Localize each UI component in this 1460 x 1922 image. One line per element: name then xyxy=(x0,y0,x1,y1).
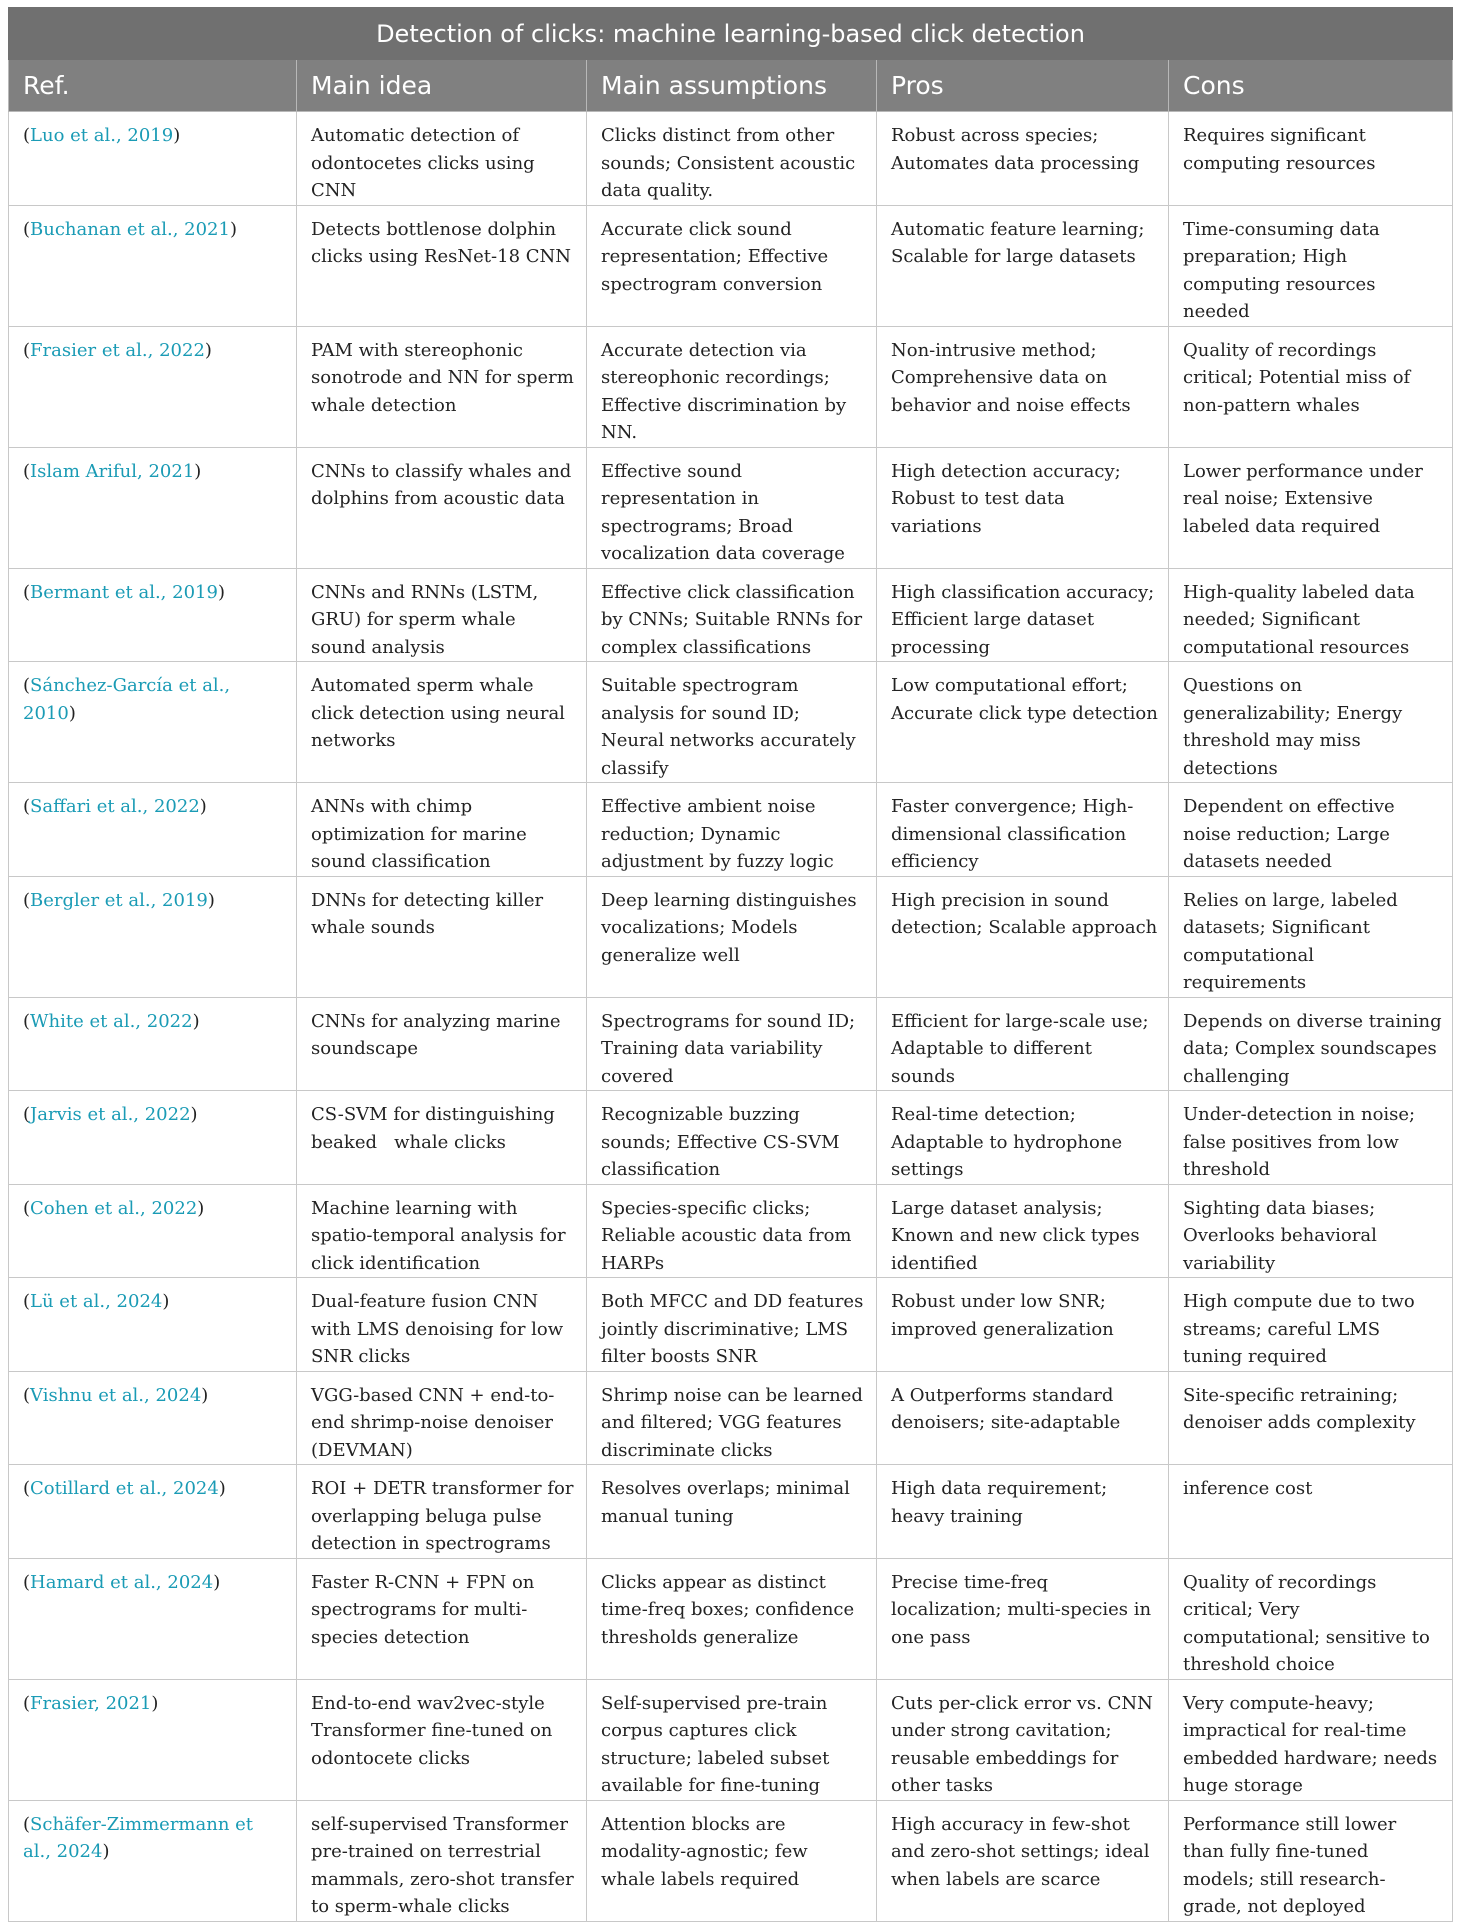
assumptions-cell: Clicks distinct from other sounds; Consistent acoustic data quality. xyxy=(587,112,877,206)
pros-cell: High data requirement; heavy training xyxy=(877,1465,1169,1559)
pros-cell: Robust under low SNR; improved generalization xyxy=(877,1278,1169,1372)
assumptions-cell: Deep learning distinguishes vocalizations; Models generalize well xyxy=(587,876,877,997)
pros-cell: Efficient for large-scale use; Adaptable to different sounds xyxy=(877,997,1169,1091)
ref-cell: (Sánchez-García et al., 2010) xyxy=(9,662,297,783)
ref-cell: (Luo et al., 2019) xyxy=(9,112,297,206)
assumptions-cell: Species-specific clicks; Reliable acoustic data from HARPs xyxy=(587,1184,877,1278)
citation-link[interactable]: Schäfer-Zimmermann et al., 2024 xyxy=(23,1813,254,1862)
header-main-idea: Main idea xyxy=(297,60,587,112)
citation-link[interactable]: Hamard et al., 2024 xyxy=(30,1571,214,1593)
ref-cell: (Frasier et al., 2022) xyxy=(9,326,297,447)
assumptions-cell: Suitable spectrogram analysis for sound ID; Neural networks accurately classify xyxy=(587,662,877,783)
main-idea-cell: Faster R-CNN + FPN on spectrograms for multi-species detection xyxy=(297,1558,587,1679)
ref-cell: (Cotillard et al., 2024) xyxy=(9,1465,297,1559)
ref-cell: (Frasier, 2021) xyxy=(9,1679,297,1800)
citation-link[interactable]: Frasier et al., 2022 xyxy=(30,339,205,361)
pros-cell: High accuracy in few-shot and zero-shot settings; ideal when labels are scarce xyxy=(877,1800,1169,1921)
ref-cell: (Bergler et al., 2019) xyxy=(9,876,297,997)
table-row xyxy=(9,1558,1453,1679)
citation-link[interactable]: Frasier, 2021 xyxy=(30,1692,152,1714)
cons-cell: Lower performance under real noise; Extensive labeled data required xyxy=(1169,447,1453,568)
pros-cell: High detection accuracy; Robust to test data variations xyxy=(877,447,1169,568)
assumptions-cell: Clicks appear as distinct time-freq boxes; confidence thresholds generalize xyxy=(587,1558,877,1679)
assumptions-cell: Self-supervised pre-train corpus captures click structure; labeled subset available for fine-tuning xyxy=(587,1679,877,1800)
ref-cell: (Vishnu et al., 2024) xyxy=(9,1371,297,1465)
table-row xyxy=(9,1091,1453,1185)
table-row xyxy=(9,1278,1453,1372)
citation-link[interactable]: Jarvis et al., 2022 xyxy=(30,1104,191,1125)
cons-cell: Quality of recordings critical; Very computational; sensitive to threshold choice xyxy=(1169,1558,1453,1679)
pros-cell: Real-time detection; Adaptable to hydrophone settings xyxy=(877,1091,1169,1185)
assumptions-cell: Effective click classification by CNNs; Suitable RNNs for complex classifications xyxy=(587,568,877,662)
cons-cell: Requires significant computing resources xyxy=(1169,112,1453,206)
assumptions-cell: Shrimp noise can be learned and filtered; VGG features discriminate clicks xyxy=(587,1371,877,1465)
table-title: Detection of clicks: machine learning-based click detection xyxy=(9,8,1453,60)
table-row xyxy=(9,1465,1453,1559)
pros-cell: High precision in sound detection; Scalable approach xyxy=(877,876,1169,997)
cons-cell: Dependent on effective noise reduction; Large datasets needed xyxy=(1169,783,1453,877)
pros-cell: Non-intrusive method; Comprehensive data on behavior and noise effects xyxy=(877,326,1169,447)
table-row xyxy=(9,1679,1453,1800)
main-idea-cell: CS-SVM for distinguishing beaked whale clicks xyxy=(297,1091,587,1185)
main-idea-cell: Detects bottlenose dolphin clicks using ResNet-18 CNN xyxy=(297,205,587,326)
main-idea-cell: Automatic detection of odontocetes clicks using CNN xyxy=(297,112,587,206)
table-row xyxy=(9,783,1453,877)
main-idea-cell: VGG-based CNN + end-to-end shrimp-noise denoiser (DEVMAN) xyxy=(297,1371,587,1465)
table-row xyxy=(9,205,1453,326)
pros-cell: A Outperforms standard denoisers; site-adaptable xyxy=(877,1371,1169,1465)
cons-cell: High compute due to two streams; careful LMS tuning required xyxy=(1169,1278,1453,1372)
pros-cell: Robust across species; Automates data processing xyxy=(877,112,1169,206)
main-idea-cell: Machine learning with spatio-temporal analysis for click identification xyxy=(297,1184,587,1278)
ref-cell: (Cohen et al., 2022) xyxy=(9,1184,297,1278)
ref-cell: (Saffari et al., 2022) xyxy=(9,783,297,877)
pros-cell: Low computational effort; Accurate click type detection xyxy=(877,662,1169,783)
assumptions-cell: Recognizable buzzing sounds; Effective CS-SVM classification xyxy=(587,1091,877,1185)
citation-link[interactable]: Islam Ariful, 2021 xyxy=(30,460,195,482)
table-row xyxy=(9,447,1453,568)
citation-link[interactable]: Sánchez-García et al., 2010 xyxy=(23,675,231,724)
ref-cell: (Bermant et al., 2019) xyxy=(9,568,297,662)
cons-cell: Sighting data biases; Overlooks behavioral variability xyxy=(1169,1184,1453,1278)
assumptions-cell: Attention blocks are modality-agnostic; few whale labels required xyxy=(587,1800,877,1921)
citation-link[interactable]: Cohen et al., 2022 xyxy=(30,1197,198,1219)
table-title-row xyxy=(9,8,1453,60)
table-row xyxy=(9,662,1453,783)
header-cons: Cons xyxy=(1169,60,1453,112)
header-ref: Ref. xyxy=(9,60,297,112)
table-row xyxy=(9,876,1453,997)
assumptions-cell: Effective ambient noise reduction; Dynamic adjustment by fuzzy logic xyxy=(587,783,877,877)
main-idea-cell: ANNs with chimp optimization for marine sound classification xyxy=(297,783,587,877)
table-container xyxy=(8,7,1452,1922)
citation-link[interactable]: White et al., 2022 xyxy=(30,1010,193,1032)
table-row xyxy=(9,1184,1453,1278)
cons-cell: Quality of recordings critical; Potential miss of non-pattern whales xyxy=(1169,326,1453,447)
main-idea-cell: Automated sperm whale click detection using neural networks xyxy=(297,662,587,783)
citation-link[interactable]: Cotillard et al., 2024 xyxy=(30,1478,219,1499)
citation-link[interactable]: Saffari et al., 2022 xyxy=(30,796,200,817)
assumptions-cell: Both MFCC and DD features jointly discriminative; LMS filter boosts SNR xyxy=(587,1278,877,1372)
cons-cell: Questions on generalizability; Energy threshold may miss detections xyxy=(1169,662,1453,783)
cons-cell: Under-detection in noise; false positives from low threshold xyxy=(1169,1091,1453,1185)
ref-cell: (Buchanan et al., 2021) xyxy=(9,205,297,326)
table-row xyxy=(9,568,1453,662)
assumptions-cell: Accurate click sound representation; Effective spectrogram conversion xyxy=(587,205,877,326)
cons-cell: Site-specific retraining; denoiser adds complexity xyxy=(1169,1371,1453,1465)
table-row xyxy=(9,112,1453,206)
main-idea-cell: ROI + DETR transformer for overlapping beluga pulse detection in spectrograms xyxy=(297,1465,587,1559)
cons-cell: Performance still lower than fully fine-tuned models; still research-grade, not deployed xyxy=(1169,1800,1453,1921)
ref-cell: (Islam Ariful, 2021) xyxy=(9,447,297,568)
assumptions-cell: Spectrograms for sound ID; Training data variability covered xyxy=(587,997,877,1091)
header-main-assumptions: Main assumptions xyxy=(587,60,877,112)
cons-cell: Depends on diverse training data; Complex soundscapes challenging xyxy=(1169,997,1453,1091)
pros-cell: High classification accuracy; Efficient large dataset processing xyxy=(877,568,1169,662)
main-idea-cell: DNNs for detecting killer whale sounds xyxy=(297,876,587,997)
citation-link[interactable]: Bergler et al., 2019 xyxy=(30,889,208,911)
main-idea-cell: self-supervised Transformer pre-trained on terrestrial mammals, zero-shot transfer to sperm-whale clicks xyxy=(297,1800,587,1921)
ref-cell: (Jarvis et al., 2022) xyxy=(9,1091,297,1185)
table-body xyxy=(9,112,1453,1922)
table-row xyxy=(9,1371,1453,1465)
assumptions-cell: Effective sound representation in spectrograms; Broad vocalization data coverage xyxy=(587,447,877,568)
ref-cell: (Hamard et al., 2024) xyxy=(9,1558,297,1679)
citation-link[interactable]: Buchanan et al., 2021 xyxy=(30,218,230,240)
ref-cell: (Schäfer-Zimmermann et al., 2024) xyxy=(9,1800,297,1921)
table-row xyxy=(9,1800,1453,1921)
table-row xyxy=(9,997,1453,1091)
cons-cell: Time-consuming data preparation; High computing resources needed xyxy=(1169,205,1453,326)
main-idea-cell: CNNs to classify whales and dolphins from acoustic data xyxy=(297,447,587,568)
citation-link[interactable]: Luo et al., 2019 xyxy=(30,125,174,146)
cons-cell: Very compute-heavy; impractical for real-time embedded hardware; needs huge storage xyxy=(1169,1679,1453,1800)
citation-link[interactable]: Lü et al., 2024 xyxy=(30,1291,163,1312)
pros-cell: Precise time-freq localization; multi-species in one pass xyxy=(877,1558,1169,1679)
main-idea-cell: CNNs and RNNs (LSTM, GRU) for sperm whale sound analysis xyxy=(297,568,587,662)
assumptions-cell: Resolves overlaps; minimal manual tuning xyxy=(587,1465,877,1559)
cons-cell: Relies on large, labeled datasets; Significant computational requirements xyxy=(1169,876,1453,997)
pros-cell: Large dataset analysis; Known and new click types identified xyxy=(877,1184,1169,1278)
table-row xyxy=(9,326,1453,447)
cons-cell: inference cost xyxy=(1169,1465,1453,1559)
citation-link[interactable]: Bermant et al., 2019 xyxy=(30,581,218,603)
pros-cell: Cuts per-click error vs. CNN under strong cavitation; reusable embeddings for other tasks xyxy=(877,1679,1169,1800)
assumptions-cell: Accurate detection via stereophonic recordings; Effective discrimination by NN. xyxy=(587,326,877,447)
pros-cell: Faster convergence; High-dimensional classification efficiency xyxy=(877,783,1169,877)
cons-cell: High-quality labeled data needed; Significant computational resources xyxy=(1169,568,1453,662)
table-header-row xyxy=(9,60,1453,112)
ref-cell: (Lü et al., 2024) xyxy=(9,1278,297,1372)
main-idea-cell: Dual-feature fusion CNN with LMS denoising for low SNR clicks xyxy=(297,1278,587,1372)
pros-cell: Automatic feature learning; Scalable for large datasets xyxy=(877,205,1169,326)
header-pros: Pros xyxy=(877,60,1169,112)
citation-link[interactable]: Vishnu et al., 2024 xyxy=(30,1384,202,1406)
comparison-table xyxy=(8,7,1453,1922)
main-idea-cell: PAM with stereophonic sonotrode and NN for sperm whale detection xyxy=(297,326,587,447)
main-idea-cell: CNNs for analyzing marine soundscape xyxy=(297,997,587,1091)
main-idea-cell: End-to-end wav2vec-style Transformer fine-tuned on odontocete clicks xyxy=(297,1679,587,1800)
ref-cell: (White et al., 2022) xyxy=(9,997,297,1091)
